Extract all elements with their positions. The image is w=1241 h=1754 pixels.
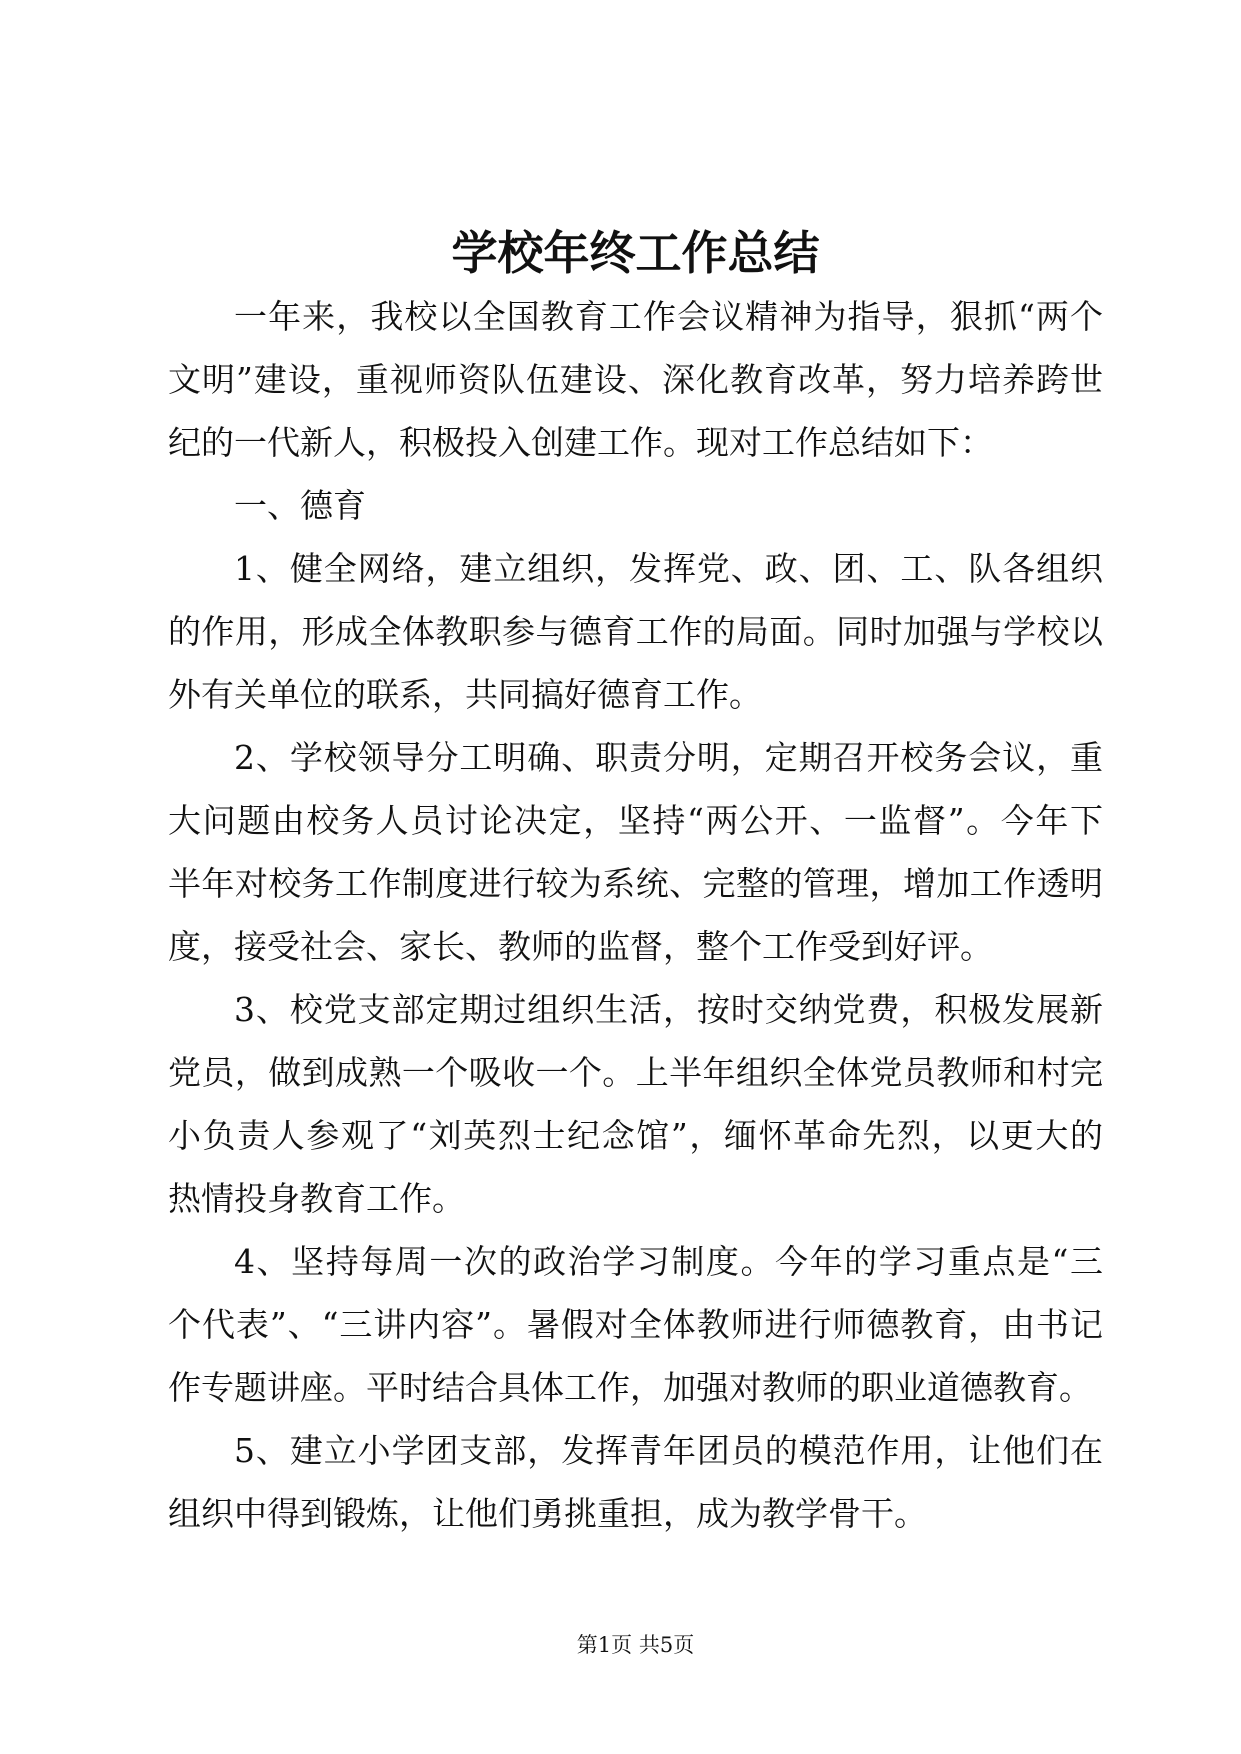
paragraph-item-4 [168, 1230, 1103, 1419]
section-heading: 一、德育 [234, 486, 366, 525]
text-line: 纪的一代新人，积极投入创建工作。现对工作总结如下： [168, 423, 993, 462]
paragraph-item-2 [168, 726, 1103, 978]
text-line: 个代表”、“三讲内容”。暑假对全体教师进行师德教育，由书记 [168, 1305, 1103, 1344]
text-line: 作专题讲座。平时结合具体工作，加强对教师的职业道德教育。 [168, 1368, 1092, 1407]
paragraph-intro [168, 285, 1103, 474]
paragraph-item-5 [168, 1419, 1103, 1545]
text-line: 文明”建设，重视师资队伍建设、深化教育改革，努力培养跨世 [168, 360, 1103, 399]
text-line: 小负责人参观了“刘英烈士纪念馆”，缅怀革命先烈，以更大的 [168, 1116, 1103, 1155]
paragraph-item-3 [168, 978, 1103, 1230]
text-line: 1、健全网络，建立组织，发挥党、政、团、工、队各组织 [234, 549, 1103, 588]
text-line: 4、坚持每周一次的政治学习制度。今年的学习重点是“三 [234, 1242, 1103, 1281]
text-line: 半年对校务工作制度进行较为系统、完整的管理，增加工作透明 [168, 864, 1103, 903]
document-body [168, 222, 1103, 1545]
text-line: 3、校党支部定期过组织生活，按时交纳党费，积极发展新 [234, 990, 1103, 1029]
text-line: 一年来，我校以全国教育工作会议精神为指导，狠抓“两个 [234, 297, 1103, 336]
document-title: 学校年终工作总结 [451, 226, 820, 280]
text-line: 2、学校领导分工明确、职责分明，定期召开校务会议，重 [234, 738, 1103, 777]
text-line: 的作用，形成全体教职参与德育工作的局面。同时加强与学校以 [168, 612, 1103, 651]
page-number-footer: 第1页 共5页 [576, 1633, 695, 1657]
section-heading-moral-education [168, 474, 1103, 537]
text-line: 组织中得到锻炼，让他们勇挑重担，成为教学骨干。 [168, 1494, 927, 1533]
text-line: 5、建立小学团支部，发挥青年团员的模范作用，让他们在 [234, 1431, 1103, 1470]
text-line: 大问题由校务人员讨论决定，坚持“两公开、一监督”。今年下 [168, 801, 1103, 840]
text-line: 党员，做到成熟一个吸收一个。上半年组织全体党员教师和村完 [168, 1053, 1103, 1092]
text-line: 热情投身教育工作。 [168, 1179, 465, 1218]
text-line: 外有关单位的联系，共同搞好德育工作。 [168, 675, 762, 714]
text-line: 度，接受社会、家长、教师的监督，整个工作受到好评。 [168, 927, 993, 966]
paragraph-item-1 [168, 537, 1103, 726]
